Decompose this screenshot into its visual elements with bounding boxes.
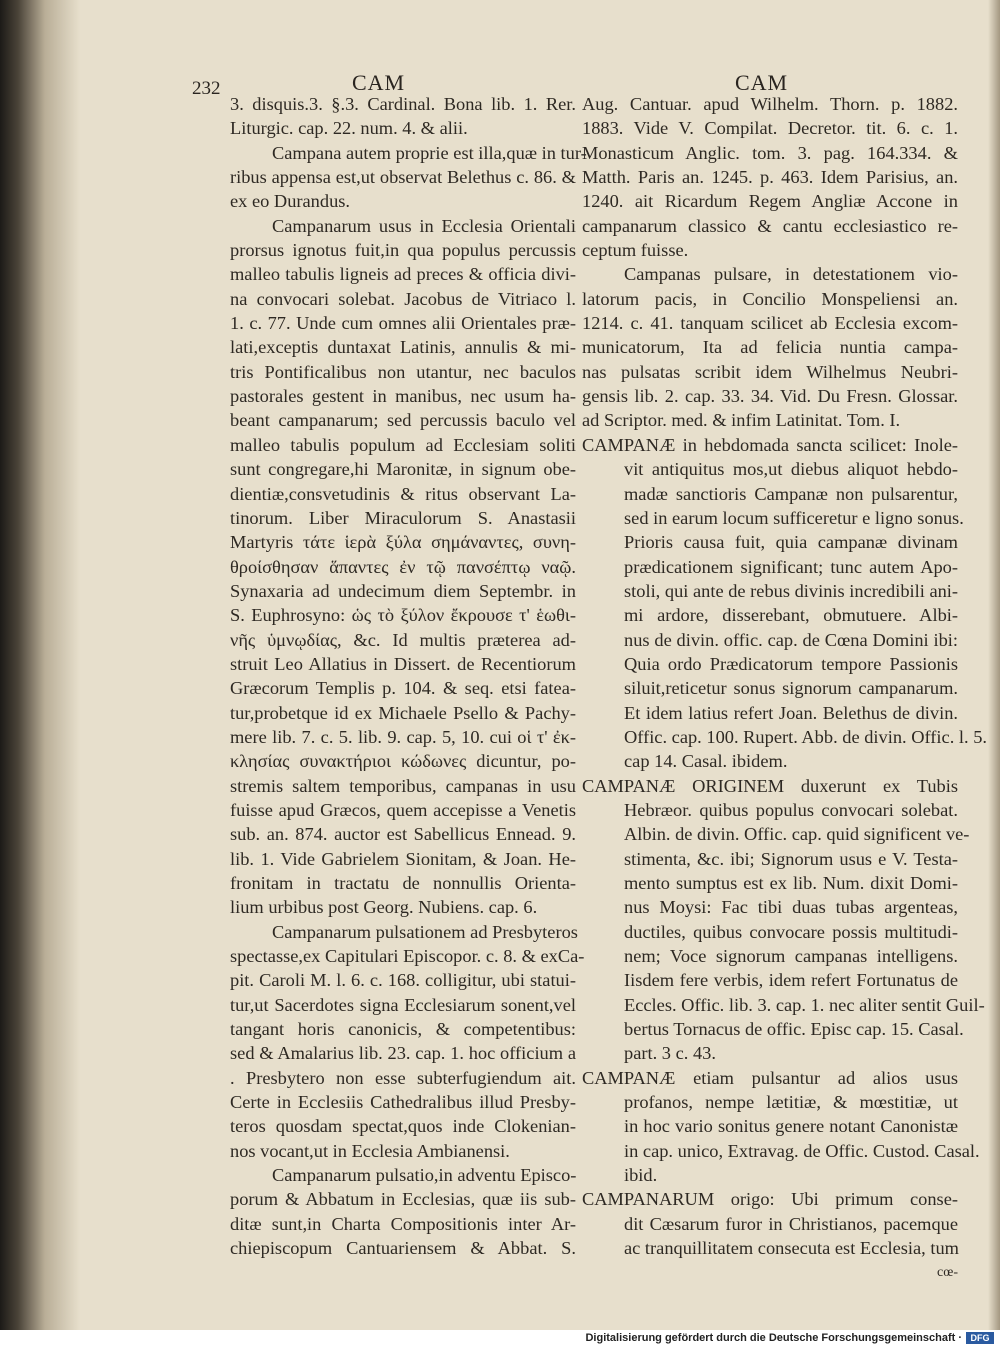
digitization-footer bbox=[0, 1330, 1000, 1347]
text-line: nos vocant,ut in Ecclesia Ambianensi. bbox=[230, 1140, 510, 1161]
text-line: tris Pontificalibus non utantur, nec baculos bbox=[230, 361, 576, 382]
text-line: Campanas pulsare, in detestationem vio- bbox=[624, 264, 958, 285]
text-line: Prioris causa fuit, quia campanæ divinam bbox=[624, 532, 958, 553]
running-head-right: CAM bbox=[735, 70, 789, 95]
text-line: dit Cæsarum furor in Christianos, pacemque bbox=[624, 1213, 958, 1234]
text-line: ibid. bbox=[624, 1165, 658, 1186]
text-line: struit Leo Allatius in Dissert. de Recentiorum bbox=[230, 653, 576, 674]
dfg-logo-icon: DFG bbox=[966, 1332, 994, 1344]
text-line: chiepiscopum Cantuariensem & Abbat. S. bbox=[230, 1238, 576, 1259]
text-line: lati,exceptis duntaxat Latinis, annulis & mi- bbox=[230, 337, 576, 358]
text-line: κλησίας συνακτήριοι κώδωνες dicuntur, po- bbox=[230, 751, 576, 772]
text-line: in hoc vario sonitus genere notant Canonistæ bbox=[624, 1116, 958, 1137]
text-line: ad Scriptor. med. & infim Latinitat. Tom. I. bbox=[582, 410, 901, 431]
text-line: Campanarum usus in Ecclesia Orientali bbox=[272, 215, 576, 236]
text-line: CAMPANÆ ORIGINEM duxerunt ex Tubis bbox=[582, 775, 958, 796]
text-line: Campana autem proprie est illa,quæ in tur- bbox=[272, 142, 587, 163]
text-line: 1. c. 77. Unde cum omnes alii Orientales præ- bbox=[230, 313, 576, 334]
gutter-shadow bbox=[0, 0, 80, 1330]
text-line: Et idem latius refert Joan. Belethus de divin. bbox=[624, 702, 958, 723]
text-line: CAMPANÆ etiam pulsantur ad alios usus bbox=[582, 1067, 958, 1088]
text-line: sed & Amalarius lib. 23. cap. 1. hoc officium a bbox=[230, 1043, 576, 1064]
text-line: pit. Caroli M. l. 6. c. 168. colligitur, ubi statui- bbox=[230, 970, 576, 991]
text-line: mento sumptus est ex lib. Num. dixit Domi- bbox=[624, 873, 958, 893]
text-line: sed in earum locum sufficeretur e ligno sonus. bbox=[624, 507, 964, 528]
text-line: . Presbytero non esse subterfugiendum ait. bbox=[230, 1067, 576, 1088]
text-line: malleo tabulis ligneis ad preces & officia divi- bbox=[230, 264, 576, 285]
funding-credit: Digitalisierung gefördert durch die Deutsche Forschungsgemeinschaft · bbox=[585, 1332, 962, 1344]
text-line: nus Moysi: Fac tibi duas tubas argenteas, bbox=[624, 897, 958, 918]
text-line: bertus Tornacus de offic. Episc cap. 15. Casal. bbox=[624, 1019, 964, 1040]
text-line: 1214. c. 41. tanquam scilicet ab Ecclesia excom- bbox=[582, 313, 958, 334]
text-line: gensis lib. 2. cap. 33. 34. Vid. Du Fresn. Glossar. bbox=[582, 386, 958, 407]
text-line: 1883. Vide V. Compilat. Decretor. tit. 6. c. 1. bbox=[582, 118, 958, 139]
text-line: latorum pacis, in Concilio Monspeliensi an. bbox=[582, 288, 958, 309]
text-line: vit antiquitus mos,ut diebus aliquot hebdo- bbox=[624, 459, 958, 480]
text-line: malleo tabulis populum ad Ecclesiam soliti bbox=[230, 434, 576, 455]
text-line: stoli, qui ante de rebus divinis incredibili ani- bbox=[624, 580, 959, 601]
text-line: 3. disquis.3. §.3. Cardinal. Bona lib. 1. Rer. bbox=[230, 94, 576, 114]
text-line: Aug. Cantuar. apud Wilhelm. Thorn. p. 1882. bbox=[582, 94, 958, 114]
text-line: ac tranquillitatem consecuta est Ecclesia, tum bbox=[624, 1238, 959, 1259]
text-line: prorsus ignotus fuit,in qua populus percussis bbox=[230, 240, 576, 261]
text-line: Hebræor. quibus populus convocari solebat. bbox=[624, 799, 958, 820]
text-line: νῆς ὑμνῳδίας, &c. Id multis præterea ad- bbox=[230, 629, 576, 650]
text-line: Campanarum pulsationem ad Presbyteros bbox=[272, 921, 578, 942]
text-line: nem; Voce signorum campanas intelligens. bbox=[624, 946, 958, 967]
text-line: Campanarum pulsatio,in adventu Episco- bbox=[272, 1165, 577, 1186]
text-line: municatorum, Ita ad felicia nuntia campa- bbox=[582, 337, 958, 358]
text-line: ditæ sunt,in Charta Compositionis inter Ar- bbox=[230, 1213, 576, 1234]
text-line: madæ sanctioris Campanæ non pulsarentur, bbox=[624, 483, 958, 504]
text-line: Eccles. Offic. lib. 3. cap. 1. nec aliter sentit Guil- bbox=[624, 994, 985, 1015]
text-line: Græcorum Templis p. 104. & seq. etsi fatea- bbox=[230, 678, 576, 699]
text-line: fronitam in tractatu de nonnullis Orienta- bbox=[230, 873, 576, 893]
text-line: S. Euphrosyno: ὡς τὸ ξύλον ἔκρουσε τ' ἑωθι- bbox=[230, 605, 576, 626]
text-line: Iisdem fere verbis, idem refert Fortunatus de bbox=[624, 970, 958, 991]
text-line: ceptum fuisse. bbox=[582, 240, 689, 261]
text-line: ex eo Durandus. bbox=[230, 191, 351, 212]
text-line: nus de divin. offic. cap. de Cœna Domini ibi: bbox=[624, 629, 958, 650]
text-line: stremis saltem temporibus, campanas in usu bbox=[230, 775, 576, 796]
text-line: Albin. de divin. Offic. cap. quid significent ve- bbox=[624, 824, 970, 845]
catchword: cœ- bbox=[937, 1264, 958, 1280]
text-line: mi ardore, disserebant, obmutuere. Albi- bbox=[624, 605, 958, 626]
text-line: profanos, nempe lætitiæ, & mœstitiæ, ut bbox=[624, 1092, 958, 1113]
text-line: spectasse,ex Capitulari Episcopor. c. 8. & exCa- bbox=[230, 946, 585, 967]
text-line: tur,ut Sacerdotes signa Ecclesiarum sonent,vel bbox=[230, 994, 576, 1015]
left-text-column bbox=[230, 92, 587, 1261]
text-line: lib. 1. Vide Gabrielem Sionitam, & Joan. He- bbox=[230, 848, 576, 869]
text-line: tangant horis canonicis, & competentibus: bbox=[230, 1019, 576, 1040]
text-line: Martyris τάτε ἱερὰ ξύλα σημάναντες, συνη- bbox=[230, 532, 576, 553]
page-number: 232 bbox=[192, 78, 221, 99]
text-line: beant campanarum; sed percussis baculo vel bbox=[230, 410, 576, 431]
text-line: siluit,reticetur sonus signorum campanarum. bbox=[624, 678, 958, 699]
text-line: Certe in Ecclesiis Cathedralibus illud Presby- bbox=[230, 1092, 576, 1113]
text-line: part. 3 c. 43. bbox=[624, 1043, 716, 1064]
text-line: prædicationem significant; tunc autem Apo- bbox=[624, 556, 958, 577]
text-line: θροίσθησαν ἅπαντες ἐν τῷ πανσέπτῳ ναῷ. bbox=[230, 556, 576, 577]
text-line: ribus appensa est,ut observat Belethus c. 86. & bbox=[230, 167, 576, 188]
text-line: porum & Abbatum in Ecclesias, quæ iis sub- bbox=[230, 1189, 576, 1210]
text-line: CAMPANARUM origo: Ubi primum conse- bbox=[582, 1189, 958, 1210]
text-line: Quia ordo Prædicatorum tempore Passionis bbox=[624, 653, 958, 674]
text-line: pastorales gestent in manibus, nec usum ha- bbox=[230, 386, 576, 407]
text-line: stimenta, &c. ibi; Signorum usus e V. Testa- bbox=[624, 848, 958, 869]
text-line: Matth. Paris an. 1245. p. 463. Idem Parisius, an. bbox=[582, 167, 958, 188]
text-line: dientiæ,consvetudinis & ritus observant La- bbox=[230, 483, 576, 504]
text-line: sub. an. 874. auctor est Sabellicus Ennead. 9. bbox=[230, 824, 576, 845]
text-line: cap 14. Casal. ibidem. bbox=[624, 751, 788, 772]
text-line: lium urbibus post Georg. Nubiens. cap. 6. bbox=[230, 897, 538, 918]
text-line: ductiles, quibus convocare possis multitudi- bbox=[624, 921, 958, 942]
text-line: in cap. unico, Extravag. de Offic. Custod. Casal. bbox=[624, 1140, 980, 1161]
text-line: Monasticum Anglic. tom. 3. pag. 164.334. & bbox=[582, 142, 958, 163]
text-line: nas pulsatas scribit idem Wilhelmus Neubri- bbox=[582, 361, 958, 382]
text-line: Liturgic. cap. 22. num. 4. & alii. bbox=[230, 118, 468, 139]
text-line: tinorum. Liber Miraculorum S. Anastasii bbox=[230, 507, 576, 528]
text-line: CAMPANÆ in hebdomada sancta scilicet: Inole- bbox=[582, 434, 958, 455]
text-line: teros quosdam spectat,quos inde Clokenian- bbox=[230, 1116, 576, 1137]
right-text-column bbox=[582, 92, 987, 1285]
text-line: Offic. cap. 100. Rupert. Abb. de divin. Offic. l. 5. bbox=[624, 726, 987, 747]
text-line: Synaxaria ad undecimum diem Septembr. in bbox=[230, 580, 576, 601]
text-line: sunt congregare,hi Maronitæ, in signum obe- bbox=[230, 459, 576, 480]
text-line: mere lib. 7. c. 5. lib. 9. cap. 5, 10. cui οἱ τ' ἐκ- bbox=[230, 726, 576, 747]
text-line: 1240. ait Ricardum Regem Angliæ Accone in bbox=[582, 191, 958, 212]
text-line: campanarum classico & cantu ecclesiastico re- bbox=[582, 215, 958, 236]
page-edge bbox=[988, 0, 1000, 1330]
running-head-left: CAM bbox=[352, 70, 406, 95]
text-line: na convocari solebat. Jacobus de Vitriaco l. bbox=[230, 288, 576, 309]
text-line: tur,probetque id ex Michaele Psello & Pachy- bbox=[230, 702, 576, 723]
text-line: fuisse apud Græcos, quem accepisse a Venetis bbox=[230, 799, 576, 820]
